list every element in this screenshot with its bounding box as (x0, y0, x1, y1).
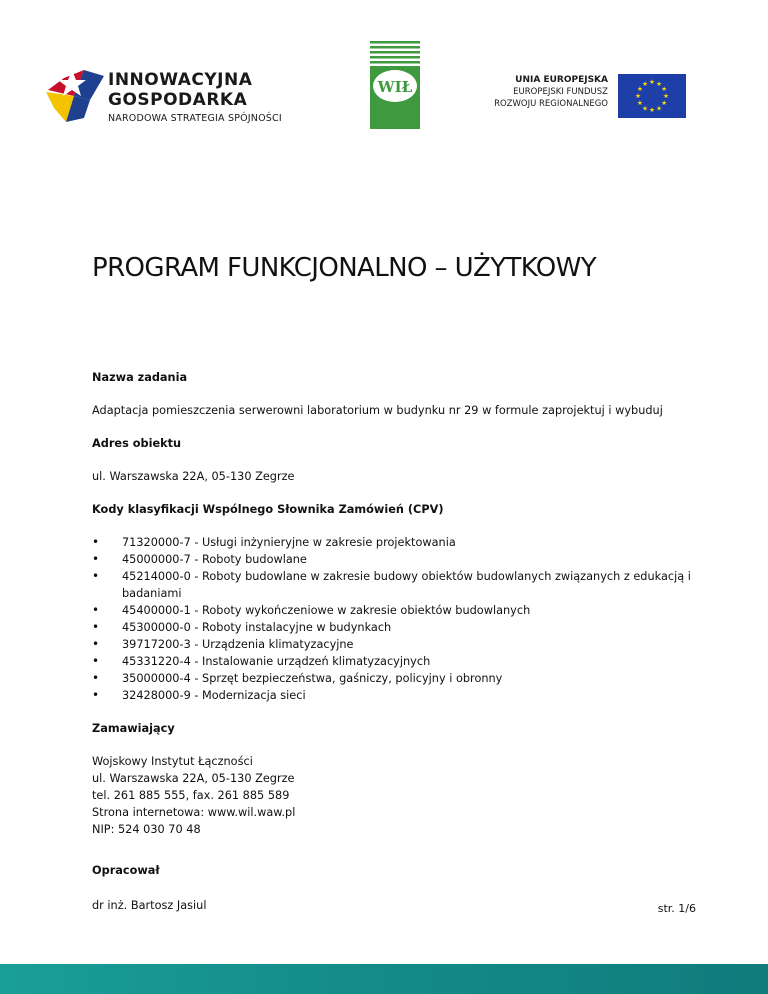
eu-star-icon: ★ (649, 107, 655, 115)
client-line: Strona internetowa: www.wil.waw.pl (92, 806, 296, 819)
cpv-item: • 39717200-3 - Urządzenia klimatyzacyjne (92, 636, 702, 653)
ig-line-2: GOSPODARKA (108, 90, 248, 110)
ig-line-3: NARODOWA STRATEGIA SPÓJNOŚCI (108, 113, 282, 124)
client-line: ul. Warszawska 22A, 05-130 Zegrze (92, 772, 295, 785)
ig-star-icon (44, 56, 108, 126)
eu-star-icon: ★ (649, 79, 655, 87)
cpv-item: • 32428000-9 - Modernizacja sieci (92, 687, 702, 704)
cpv-item: • 45000000-7 - Roboty budowlane (92, 551, 702, 568)
eu-star-icon: ★ (656, 105, 662, 113)
document-body (92, 369, 702, 914)
wil-logo-text: WIŁ (377, 78, 413, 96)
author-value: dr inż. Bartosz Jasiul (92, 899, 207, 912)
eu-star-icon: ★ (642, 105, 648, 113)
ue-line-2: EUROPEJSKI FUNDUSZ (513, 87, 608, 97)
ig-line-1: INNOWACYJNA (108, 70, 253, 90)
client-label: Zamawiający (92, 722, 175, 735)
client-line: tel. 261 885 555, fax. 261 885 589 (92, 789, 290, 802)
document-title: PROGRAM FUNKCJONALNO – UŻYTKOWY (92, 253, 597, 283)
client-line: NIP: 524 030 70 48 (92, 823, 201, 836)
eu-star-icon: ★ (661, 100, 668, 108)
logo-wil (370, 41, 420, 129)
eu-star-icon: ★ (656, 81, 662, 89)
cpv-item: • 45400000-1 - Roboty wykończeniowe w zakresie obiektów budowlanych (92, 602, 702, 619)
footer-bar (0, 964, 768, 994)
eu-star-icon: ★ (642, 81, 648, 89)
ue-line-1: UNIA EUROPEJSKA (515, 75, 608, 85)
task-label: Nazwa zadania (92, 371, 188, 384)
eu-star-icon: ★ (663, 93, 669, 101)
eu-star-icon: ★ (636, 100, 643, 108)
logo-unia-europejska (488, 74, 686, 118)
logo-innowacyjna-gospodarka (44, 56, 284, 126)
author-label: Opracował (92, 864, 160, 877)
cpv-item: • 35000000-4 - Sprzęt bezpieczeństwa, gaśniczy, policyjny i obronny (92, 670, 702, 687)
ue-line-3: ROZWOJU REGIONALNEGO (494, 99, 608, 109)
cpv-item: • 45214000-0 - Roboty budowlane w zakresie budowy obiektów budowlanych związanych z edukacją i badaniami (92, 568, 702, 602)
eu-flag-icon (618, 74, 686, 118)
address-value: ul. Warszawska 22A, 05-130 Zegrze (92, 470, 295, 483)
task-value: Adaptacja pomieszczenia serwerowni laboratorium w budynku nr 29 w formule zaprojektuj i wybuduj (92, 404, 663, 417)
address-label: Adres obiektu (92, 437, 182, 450)
cpv-label: Kody klasyfikacji Wspólnego Słownika Zamówień (CPV) (92, 503, 444, 516)
eu-star-icon: ★ (661, 86, 668, 94)
eu-star-icon: ★ (636, 86, 643, 94)
cpv-item: • 71320000-7 - Usługi inżynieryjne w zakresie projektowania (92, 534, 702, 551)
client-line: Wojskowy Instytut Łączności (92, 755, 253, 768)
cpv-list (92, 534, 702, 704)
eu-star-icon: ★ (635, 93, 641, 101)
page-number: str. 1/6 (657, 902, 696, 915)
cpv-item: • 45331220-4 - Instalowanie urządzeń klimatyzacyjnych (92, 653, 702, 670)
cpv-item: • 45300000-0 - Roboty instalacyjne w budynkach (92, 619, 702, 636)
